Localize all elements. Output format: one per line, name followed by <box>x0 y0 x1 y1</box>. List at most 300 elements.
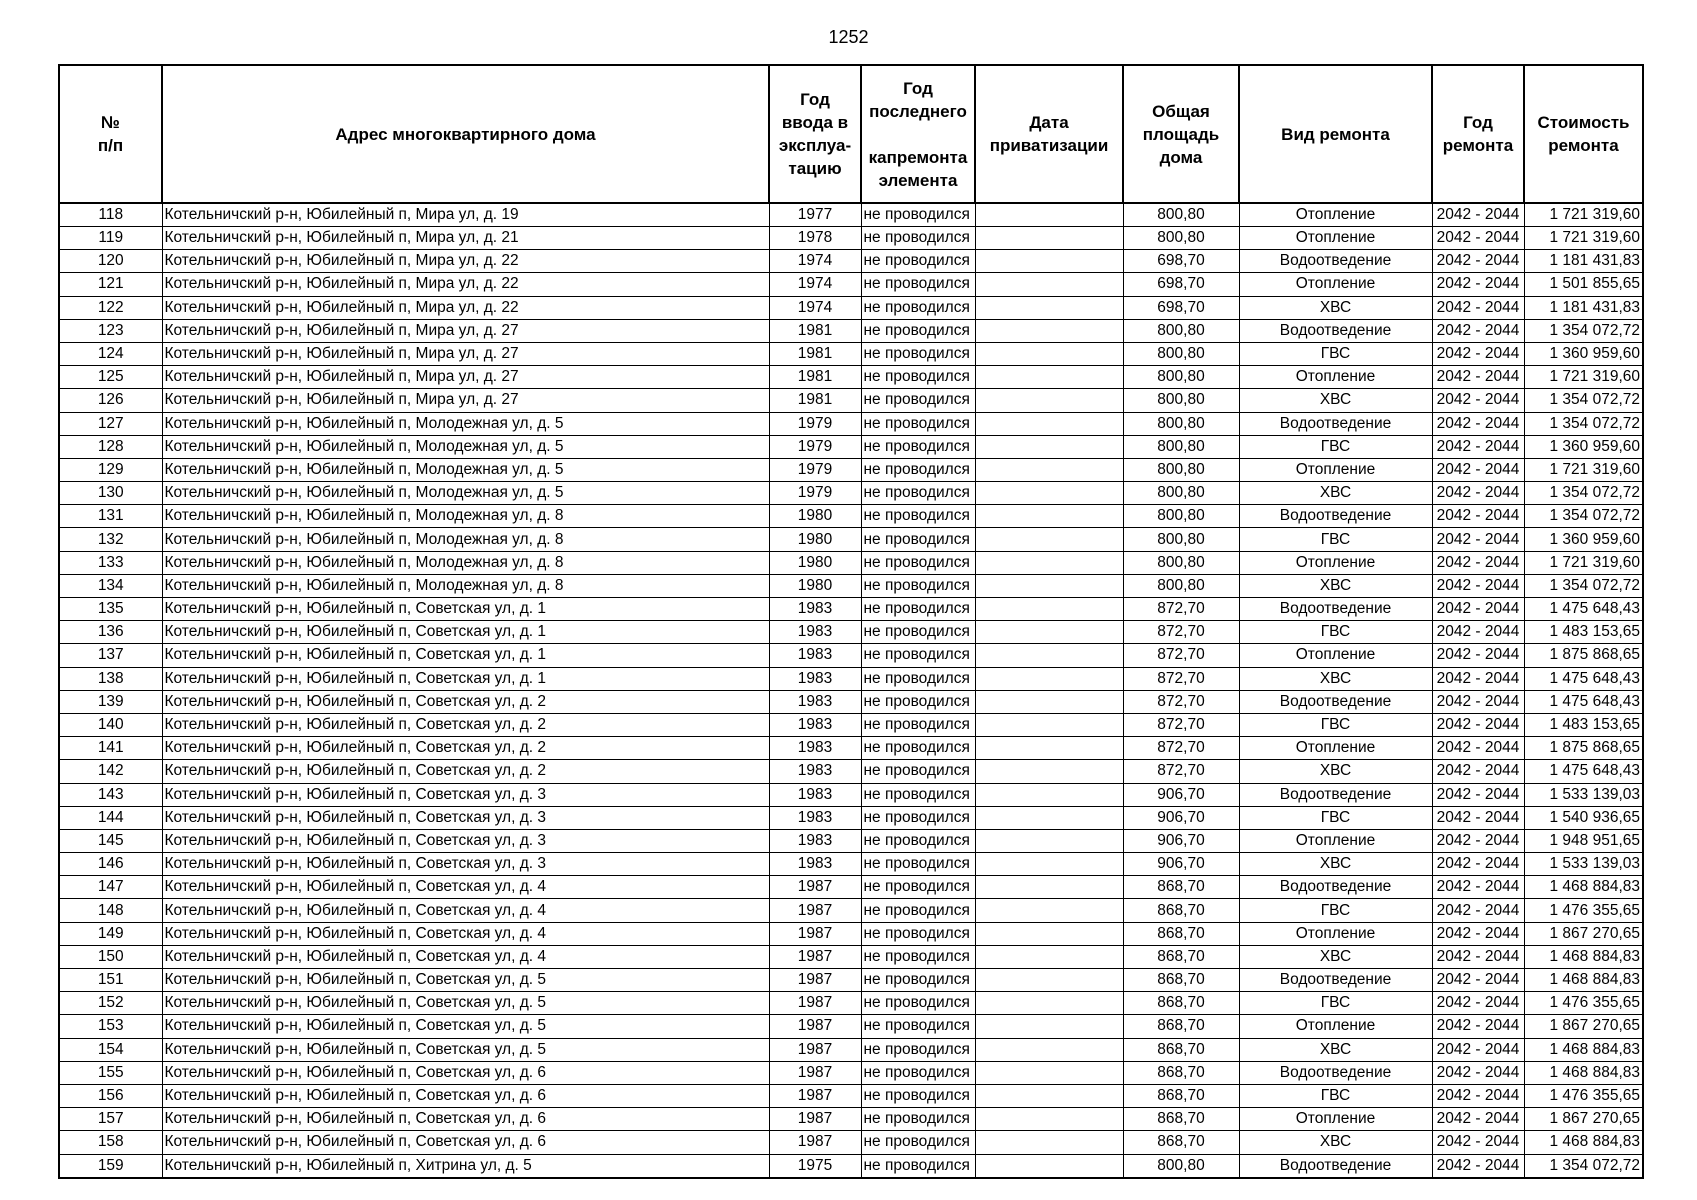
cell-total-area: 872,70 <box>1123 667 1239 690</box>
cell-last-repair: не проводился <box>861 667 975 690</box>
table-row <box>59 551 1643 574</box>
cell-repair-year: 2042 - 2044 <box>1432 621 1524 644</box>
cell-total-area: 906,70 <box>1123 853 1239 876</box>
cell-repair-type: Водоотведение <box>1239 876 1432 899</box>
table-body <box>59 203 1643 1178</box>
cell-repair-year: 2042 - 2044 <box>1432 690 1524 713</box>
table-row <box>59 458 1643 481</box>
cell-total-area: 872,70 <box>1123 621 1239 644</box>
cell-row-number: 148 <box>59 899 162 922</box>
cell-year-built: 1981 <box>769 342 861 365</box>
cell-repair-cost: 1 948 951,65 <box>1524 829 1643 852</box>
cell-repair-year: 2042 - 2044 <box>1432 250 1524 273</box>
cell-repair-cost: 1 354 072,72 <box>1524 505 1643 528</box>
cell-repair-cost: 1 354 072,72 <box>1524 319 1643 342</box>
cell-year-built: 1980 <box>769 551 861 574</box>
cell-repair-cost: 1 468 884,83 <box>1524 1131 1643 1154</box>
cell-repair-year: 2042 - 2044 <box>1432 203 1524 227</box>
cell-last-repair: не проводился <box>861 435 975 458</box>
cell-total-area: 872,70 <box>1123 760 1239 783</box>
cell-address: Котельничский р-н, Юбилейный п, Советская ул, д. 2 <box>162 737 769 760</box>
cell-address: Котельничский р-н, Юбилейный п, Мира ул, д. 22 <box>162 273 769 296</box>
cell-total-area: 698,70 <box>1123 250 1239 273</box>
cell-repair-cost: 1 468 884,83 <box>1524 1061 1643 1084</box>
cell-privatization-date <box>975 342 1123 365</box>
table-row <box>59 667 1643 690</box>
cell-year-built: 1987 <box>769 1131 861 1154</box>
cell-repair-type: Отопление <box>1239 227 1432 250</box>
header-last-repair: Год последнего капремонта элемента <box>861 65 975 203</box>
cell-row-number: 120 <box>59 250 162 273</box>
cell-total-area: 868,70 <box>1123 945 1239 968</box>
cell-row-number: 156 <box>59 1084 162 1107</box>
cell-address: Котельничский р-н, Юбилейный п, Советская ул, д. 4 <box>162 945 769 968</box>
cell-repair-type: ХВС <box>1239 296 1432 319</box>
header-total-area: Общая площадь дома <box>1123 65 1239 203</box>
cell-total-area: 906,70 <box>1123 783 1239 806</box>
cell-year-built: 1983 <box>769 737 861 760</box>
cell-privatization-date <box>975 667 1123 690</box>
cell-last-repair: не проводился <box>861 505 975 528</box>
cell-last-repair: не проводился <box>861 342 975 365</box>
cell-row-number: 151 <box>59 969 162 992</box>
cell-repair-cost: 1 181 431,83 <box>1524 296 1643 319</box>
cell-privatization-date <box>975 528 1123 551</box>
cell-address: Котельничский р-н, Юбилейный п, Советская ул, д. 2 <box>162 713 769 736</box>
cell-year-built: 1974 <box>769 296 861 319</box>
cell-year-built: 1987 <box>769 922 861 945</box>
cell-repair-type: ГВС <box>1239 528 1432 551</box>
cell-repair-year: 2042 - 2044 <box>1432 296 1524 319</box>
cell-repair-type: ГВС <box>1239 435 1432 458</box>
cell-last-repair: не проводился <box>861 621 975 644</box>
cell-repair-year: 2042 - 2044 <box>1432 1061 1524 1084</box>
cell-repair-type: Водоотведение <box>1239 250 1432 273</box>
cell-last-repair: не проводился <box>861 319 975 342</box>
cell-row-number: 137 <box>59 644 162 667</box>
cell-total-area: 868,70 <box>1123 1084 1239 1107</box>
table-row <box>59 342 1643 365</box>
cell-repair-year: 2042 - 2044 <box>1432 667 1524 690</box>
header-repair-cost: Стоимость ремонта <box>1524 65 1643 203</box>
table-row <box>59 1108 1643 1131</box>
cell-repair-cost: 1 501 855,65 <box>1524 273 1643 296</box>
cell-repair-type: ХВС <box>1239 482 1432 505</box>
cell-repair-year: 2042 - 2044 <box>1432 992 1524 1015</box>
cell-repair-cost: 1 476 355,65 <box>1524 992 1643 1015</box>
cell-repair-type: Отопление <box>1239 273 1432 296</box>
header-privatization-date: Дата приватизации <box>975 65 1123 203</box>
cell-privatization-date <box>975 389 1123 412</box>
cell-repair-type: Водоотведение <box>1239 598 1432 621</box>
cell-repair-year: 2042 - 2044 <box>1432 1084 1524 1107</box>
cell-repair-type: Водоотведение <box>1239 783 1432 806</box>
cell-year-built: 1983 <box>769 806 861 829</box>
table-row <box>59 1084 1643 1107</box>
cell-total-area: 800,80 <box>1123 482 1239 505</box>
cell-repair-year: 2042 - 2044 <box>1432 876 1524 899</box>
cell-last-repair: не проводился <box>861 273 975 296</box>
table-row <box>59 1154 1643 1178</box>
cell-row-number: 143 <box>59 783 162 806</box>
table-row <box>59 1061 1643 1084</box>
cell-year-built: 1983 <box>769 667 861 690</box>
cell-year-built: 1987 <box>769 1015 861 1038</box>
cell-repair-type: Водоотведение <box>1239 1154 1432 1178</box>
cell-total-area: 868,70 <box>1123 922 1239 945</box>
cell-privatization-date <box>975 203 1123 227</box>
cell-privatization-date <box>975 713 1123 736</box>
cell-repair-year: 2042 - 2044 <box>1432 1154 1524 1178</box>
cell-year-built: 1987 <box>769 992 861 1015</box>
cell-total-area: 800,80 <box>1123 458 1239 481</box>
cell-repair-cost: 1 875 868,65 <box>1524 737 1643 760</box>
cell-privatization-date <box>975 505 1123 528</box>
cell-row-number: 139 <box>59 690 162 713</box>
table-row <box>59 389 1643 412</box>
cell-address: Котельничский р-н, Юбилейный п, Мира ул, д. 19 <box>162 203 769 227</box>
cell-repair-year: 2042 - 2044 <box>1432 551 1524 574</box>
cell-row-number: 123 <box>59 319 162 342</box>
cell-repair-type: ГВС <box>1239 992 1432 1015</box>
cell-privatization-date <box>975 992 1123 1015</box>
cell-total-area: 800,80 <box>1123 528 1239 551</box>
table-row <box>59 296 1643 319</box>
cell-repair-year: 2042 - 2044 <box>1432 806 1524 829</box>
cell-year-built: 1977 <box>769 203 861 227</box>
cell-row-number: 158 <box>59 1131 162 1154</box>
cell-last-repair: не проводился <box>861 1038 975 1061</box>
cell-address: Котельничский р-н, Юбилейный п, Советская ул, д. 3 <box>162 853 769 876</box>
table-row <box>59 250 1643 273</box>
cell-repair-cost: 1 354 072,72 <box>1524 412 1643 435</box>
cell-last-repair: не проводился <box>861 250 975 273</box>
cell-last-repair: не проводился <box>861 806 975 829</box>
cell-privatization-date <box>975 412 1123 435</box>
cell-repair-type: Отопление <box>1239 922 1432 945</box>
cell-address: Котельничский р-н, Юбилейный п, Советская ул, д. 1 <box>162 667 769 690</box>
cell-repair-year: 2042 - 2044 <box>1432 528 1524 551</box>
cell-repair-type: ХВС <box>1239 389 1432 412</box>
cell-privatization-date <box>975 690 1123 713</box>
cell-repair-year: 2042 - 2044 <box>1432 922 1524 945</box>
cell-repair-type: Отопление <box>1239 551 1432 574</box>
cell-last-repair: не проводился <box>861 945 975 968</box>
cell-row-number: 142 <box>59 760 162 783</box>
cell-repair-type: Водоотведение <box>1239 969 1432 992</box>
cell-repair-type: Отопление <box>1239 644 1432 667</box>
table-row <box>59 435 1643 458</box>
cell-repair-year: 2042 - 2044 <box>1432 1108 1524 1131</box>
cell-repair-year: 2042 - 2044 <box>1432 969 1524 992</box>
cell-address: Котельничский р-н, Юбилейный п, Молодежная ул, д. 8 <box>162 551 769 574</box>
cell-year-built: 1979 <box>769 412 861 435</box>
page-number: 1252 <box>828 27 869 47</box>
cell-repair-cost: 1 468 884,83 <box>1524 1038 1643 1061</box>
cell-last-repair: не проводился <box>861 829 975 852</box>
cell-repair-cost: 1 867 270,65 <box>1524 1015 1643 1038</box>
table-row <box>59 783 1643 806</box>
cell-last-repair: не проводился <box>861 528 975 551</box>
cell-last-repair: не проводился <box>861 482 975 505</box>
cell-year-built: 1975 <box>769 1154 861 1178</box>
cell-total-area: 800,80 <box>1123 505 1239 528</box>
cell-address: Котельничский р-н, Юбилейный п, Мира ул, д. 21 <box>162 227 769 250</box>
cell-last-repair: не проводился <box>861 922 975 945</box>
cell-repair-cost: 1 483 153,65 <box>1524 621 1643 644</box>
cell-repair-type: ХВС <box>1239 1038 1432 1061</box>
cell-total-area: 868,70 <box>1123 1061 1239 1084</box>
cell-total-area: 872,70 <box>1123 737 1239 760</box>
cell-repair-cost: 1 721 319,60 <box>1524 458 1643 481</box>
cell-last-repair: не проводился <box>861 690 975 713</box>
cell-privatization-date <box>975 250 1123 273</box>
table-row <box>59 528 1643 551</box>
cell-row-number: 131 <box>59 505 162 528</box>
cell-privatization-date <box>975 1061 1123 1084</box>
header-address: Адрес многоквартирного дома <box>162 65 769 203</box>
cell-repair-year: 2042 - 2044 <box>1432 829 1524 852</box>
cell-address: Котельничский р-н, Юбилейный п, Молодежная ул, д. 5 <box>162 482 769 505</box>
cell-year-built: 1987 <box>769 1038 861 1061</box>
cell-address: Котельничский р-н, Юбилейный п, Советская ул, д. 5 <box>162 969 769 992</box>
table-row <box>59 899 1643 922</box>
cell-address: Котельничский р-н, Юбилейный п, Советская ул, д. 6 <box>162 1084 769 1107</box>
cell-last-repair: не проводился <box>861 644 975 667</box>
cell-address: Котельничский р-н, Юбилейный п, Советская ул, д. 1 <box>162 621 769 644</box>
cell-repair-cost: 1 721 319,60 <box>1524 551 1643 574</box>
cell-total-area: 906,70 <box>1123 806 1239 829</box>
cell-address: Котельничский р-н, Юбилейный п, Советская ул, д. 3 <box>162 829 769 852</box>
cell-total-area: 868,70 <box>1123 969 1239 992</box>
cell-repair-type: Отопление <box>1239 1108 1432 1131</box>
cell-year-built: 1980 <box>769 574 861 597</box>
table-row <box>59 945 1643 968</box>
cell-last-repair: не проводился <box>861 296 975 319</box>
cell-repair-type: ХВС <box>1239 853 1432 876</box>
cell-last-repair: не проводился <box>861 203 975 227</box>
cell-repair-cost: 1 475 648,43 <box>1524 667 1643 690</box>
cell-repair-type: ХВС <box>1239 574 1432 597</box>
cell-repair-year: 2042 - 2044 <box>1432 227 1524 250</box>
table-row <box>59 853 1643 876</box>
cell-repair-year: 2042 - 2044 <box>1432 574 1524 597</box>
cell-last-repair: не проводился <box>861 899 975 922</box>
cell-row-number: 150 <box>59 945 162 968</box>
cell-year-built: 1979 <box>769 458 861 481</box>
cell-repair-year: 2042 - 2044 <box>1432 458 1524 481</box>
cell-privatization-date <box>975 621 1123 644</box>
cell-repair-year: 2042 - 2044 <box>1432 366 1524 389</box>
cell-last-repair: не проводился <box>861 760 975 783</box>
cell-total-area: 872,70 <box>1123 713 1239 736</box>
cell-row-number: 126 <box>59 389 162 412</box>
cell-row-number: 154 <box>59 1038 162 1061</box>
table-row <box>59 505 1643 528</box>
cell-row-number: 129 <box>59 458 162 481</box>
cell-row-number: 121 <box>59 273 162 296</box>
cell-row-number: 140 <box>59 713 162 736</box>
cell-repair-type: ХВС <box>1239 945 1432 968</box>
cell-last-repair: не проводился <box>861 1061 975 1084</box>
cell-year-built: 1983 <box>769 644 861 667</box>
cell-repair-type: Отопление <box>1239 1015 1432 1038</box>
cell-repair-type: Водоотведение <box>1239 505 1432 528</box>
cell-total-area: 800,80 <box>1123 435 1239 458</box>
cell-total-area: 868,70 <box>1123 1108 1239 1131</box>
cell-row-number: 147 <box>59 876 162 899</box>
cell-repair-year: 2042 - 2044 <box>1432 1131 1524 1154</box>
table-row <box>59 829 1643 852</box>
cell-total-area: 872,70 <box>1123 598 1239 621</box>
cell-repair-cost: 1 867 270,65 <box>1524 922 1643 945</box>
cell-total-area: 698,70 <box>1123 296 1239 319</box>
cell-total-area: 868,70 <box>1123 1038 1239 1061</box>
cell-address: Котельничский р-н, Юбилейный п, Советская ул, д. 2 <box>162 690 769 713</box>
cell-total-area: 800,80 <box>1123 227 1239 250</box>
cell-last-repair: не проводился <box>861 366 975 389</box>
cell-privatization-date <box>975 1108 1123 1131</box>
cell-address: Котельничский р-н, Юбилейный п, Советская ул, д. 4 <box>162 899 769 922</box>
cell-repair-type: Отопление <box>1239 737 1432 760</box>
cell-privatization-date <box>975 1084 1123 1107</box>
cell-repair-cost: 1 468 884,83 <box>1524 876 1643 899</box>
cell-repair-cost: 1 360 959,60 <box>1524 435 1643 458</box>
cell-row-number: 135 <box>59 598 162 621</box>
cell-privatization-date <box>975 760 1123 783</box>
cell-year-built: 1983 <box>769 621 861 644</box>
header-repair-year: Год ремонта <box>1432 65 1524 203</box>
cell-repair-year: 2042 - 2044 <box>1432 273 1524 296</box>
cell-repair-cost: 1 354 072,72 <box>1524 482 1643 505</box>
cell-privatization-date <box>975 435 1123 458</box>
cell-privatization-date <box>975 482 1123 505</box>
cell-last-repair: не проводился <box>861 598 975 621</box>
cell-repair-type: ГВС <box>1239 621 1432 644</box>
cell-last-repair: не проводился <box>861 1015 975 1038</box>
cell-year-built: 1980 <box>769 505 861 528</box>
cell-year-built: 1983 <box>769 760 861 783</box>
cell-last-repair: не проводился <box>861 389 975 412</box>
cell-address: Котельничский р-н, Юбилейный п, Мира ул, д. 22 <box>162 296 769 319</box>
cell-address: Котельничский р-н, Юбилейный п, Мира ул, д. 27 <box>162 319 769 342</box>
table-row <box>59 366 1643 389</box>
table-row <box>59 319 1643 342</box>
cell-repair-cost: 1 181 431,83 <box>1524 250 1643 273</box>
cell-privatization-date <box>975 783 1123 806</box>
cell-repair-year: 2042 - 2044 <box>1432 482 1524 505</box>
cell-repair-cost: 1 468 884,83 <box>1524 969 1643 992</box>
table-row <box>59 969 1643 992</box>
cell-address: Котельничский р-н, Юбилейный п, Советская ул, д. 4 <box>162 876 769 899</box>
cell-year-built: 1987 <box>769 969 861 992</box>
cell-privatization-date <box>975 806 1123 829</box>
cell-privatization-date <box>975 922 1123 945</box>
cell-year-built: 1987 <box>769 1061 861 1084</box>
cell-repair-type: Водоотведение <box>1239 319 1432 342</box>
cell-address: Котельничский р-н, Юбилейный п, Молодежная ул, д. 8 <box>162 528 769 551</box>
table-row <box>59 273 1643 296</box>
cell-address: Котельничский р-н, Юбилейный п, Молодежная ул, д. 8 <box>162 574 769 597</box>
cell-repair-type: ХВС <box>1239 1131 1432 1154</box>
table-row <box>59 737 1643 760</box>
cell-row-number: 138 <box>59 667 162 690</box>
cell-privatization-date <box>975 945 1123 968</box>
cell-year-built: 1987 <box>769 1108 861 1131</box>
cell-privatization-date <box>975 598 1123 621</box>
cell-privatization-date <box>975 853 1123 876</box>
cell-repair-cost: 1 354 072,72 <box>1524 389 1643 412</box>
cell-row-number: 145 <box>59 829 162 852</box>
cell-repair-year: 2042 - 2044 <box>1432 853 1524 876</box>
cell-repair-year: 2042 - 2044 <box>1432 505 1524 528</box>
cell-privatization-date <box>975 296 1123 319</box>
cell-repair-year: 2042 - 2044 <box>1432 737 1524 760</box>
cell-row-number: 128 <box>59 435 162 458</box>
cell-year-built: 1980 <box>769 528 861 551</box>
cell-row-number: 149 <box>59 922 162 945</box>
cell-year-built: 1987 <box>769 1084 861 1107</box>
cell-year-built: 1981 <box>769 319 861 342</box>
cell-privatization-date <box>975 366 1123 389</box>
cell-address: Котельничский р-н, Юбилейный п, Мира ул, д. 22 <box>162 250 769 273</box>
cell-row-number: 144 <box>59 806 162 829</box>
cell-last-repair: не проводился <box>861 853 975 876</box>
cell-row-number: 125 <box>59 366 162 389</box>
cell-privatization-date <box>975 1154 1123 1178</box>
cell-last-repair: не проводился <box>861 992 975 1015</box>
cell-last-repair: не проводился <box>861 783 975 806</box>
cell-repair-year: 2042 - 2044 <box>1432 1038 1524 1061</box>
header-row-number: № п/п <box>59 65 162 203</box>
cell-privatization-date <box>975 969 1123 992</box>
cell-total-area: 800,80 <box>1123 412 1239 435</box>
cell-address: Котельничский р-н, Юбилейный п, Советская ул, д. 3 <box>162 806 769 829</box>
table-row <box>59 1038 1643 1061</box>
table-row <box>59 598 1643 621</box>
cell-repair-year: 2042 - 2044 <box>1432 435 1524 458</box>
cell-row-number: 130 <box>59 482 162 505</box>
cell-total-area: 868,70 <box>1123 899 1239 922</box>
cell-repair-type: ХВС <box>1239 760 1432 783</box>
cell-row-number: 132 <box>59 528 162 551</box>
cell-repair-cost: 1 360 959,60 <box>1524 342 1643 365</box>
cell-address: Котельничский р-н, Юбилейный п, Советская ул, д. 6 <box>162 1108 769 1131</box>
cell-repair-year: 2042 - 2044 <box>1432 783 1524 806</box>
cell-repair-year: 2042 - 2044 <box>1432 713 1524 736</box>
cell-year-built: 1979 <box>769 435 861 458</box>
table-row <box>59 621 1643 644</box>
cell-total-area: 868,70 <box>1123 1015 1239 1038</box>
cell-repair-cost: 1 476 355,65 <box>1524 1084 1643 1107</box>
cell-repair-year: 2042 - 2044 <box>1432 945 1524 968</box>
cell-row-number: 118 <box>59 203 162 227</box>
cell-repair-type: Водоотведение <box>1239 690 1432 713</box>
cell-row-number: 119 <box>59 227 162 250</box>
cell-privatization-date <box>975 1131 1123 1154</box>
cell-last-repair: не проводился <box>861 1131 975 1154</box>
table-row <box>59 992 1643 1015</box>
table-row <box>59 760 1643 783</box>
cell-privatization-date <box>975 551 1123 574</box>
cell-row-number: 155 <box>59 1061 162 1084</box>
table-row <box>59 690 1643 713</box>
header-year-built: Год ввода в эксплуа- тацию <box>769 65 861 203</box>
cell-repair-cost: 1 468 884,83 <box>1524 945 1643 968</box>
cell-row-number: 124 <box>59 342 162 365</box>
cell-last-repair: не проводился <box>861 737 975 760</box>
cell-total-area: 872,70 <box>1123 644 1239 667</box>
